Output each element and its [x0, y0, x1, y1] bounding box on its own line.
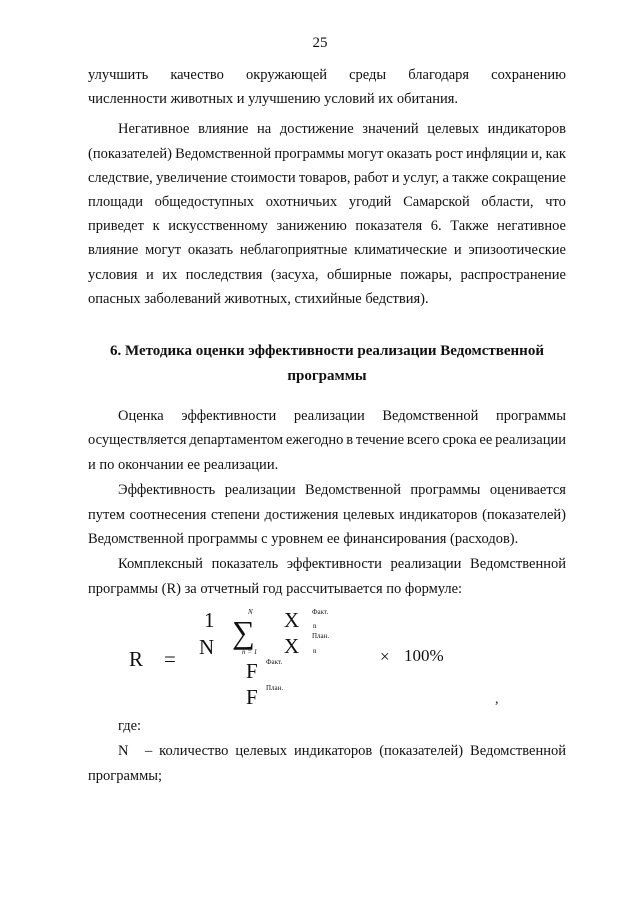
word: в — [346, 432, 354, 448]
word: индикаторов — [487, 121, 566, 137]
paragraph2-line6 — [88, 241, 566, 259]
word: и, — [531, 146, 543, 162]
summation-sign: ∑ — [232, 614, 255, 650]
word: к — [152, 218, 160, 234]
word: их — [162, 267, 178, 283]
word: климатические — [354, 242, 448, 258]
word: (засуха, — [270, 267, 319, 283]
word: Самарской — [403, 194, 470, 210]
word: течение — [355, 432, 405, 448]
word: – — [145, 743, 153, 759]
word: индикаторов — [399, 507, 478, 523]
word: Ведомственной — [470, 743, 566, 759]
paragraph2-line5 — [88, 217, 566, 235]
word: срока — [442, 432, 477, 448]
f-plan: F — [246, 685, 258, 709]
paragraph3-line1 — [118, 407, 566, 425]
word: (показателей) — [379, 743, 464, 759]
word: и — [145, 267, 154, 283]
word: степени — [210, 507, 260, 523]
formula-times: × — [380, 647, 390, 666]
paragraph1-line1 — [88, 66, 566, 84]
word: показатель — [211, 556, 279, 572]
n-definition-line1 — [145, 742, 566, 760]
word: индикаторов — [293, 743, 373, 759]
word: количество — [159, 743, 229, 759]
word: сохранению — [491, 67, 566, 83]
word: Комплексный — [118, 556, 203, 572]
word: достижения — [264, 507, 339, 523]
word: рост — [435, 146, 463, 162]
f-plan-superscript: План. — [266, 684, 284, 692]
x-plan-superscript: План. — [312, 632, 330, 640]
paragraph2-line4 — [88, 193, 566, 211]
word: ее — [479, 432, 493, 448]
word: эффективности — [181, 408, 277, 424]
formula-lhs: R — [129, 647, 144, 671]
word: соотнесения — [129, 507, 207, 523]
x-fact: X — [284, 608, 300, 632]
word: 6. — [430, 218, 442, 234]
word: общедоступных — [154, 194, 255, 210]
word: целевых — [342, 507, 395, 523]
word: влияние — [88, 242, 139, 258]
word: среды — [349, 67, 387, 83]
word: работ — [353, 170, 389, 186]
paragraph2-line8: опасных заболеваний животных, стихийные бедствия). — [88, 291, 429, 307]
word: (показателей) — [482, 507, 566, 523]
word: как — [545, 146, 566, 162]
paragraph3-line3: и по окончании ее реализации. — [88, 457, 279, 473]
paragraph2-line2 — [88, 145, 566, 163]
x-plan: X — [284, 634, 300, 658]
word: могут — [347, 146, 384, 162]
n-symbol: N — [118, 743, 129, 759]
paragraph5-line2: программы (R) за отчетный год рассчитывается по формуле: — [88, 581, 463, 597]
word: занижению — [276, 218, 347, 234]
n-definition-line2: программы; — [88, 768, 163, 784]
where-label: где: — [118, 718, 142, 734]
word: программы — [274, 146, 345, 162]
f-fact: F — [246, 659, 258, 683]
paragraph2-line1 — [118, 120, 566, 138]
word: осуществляется — [88, 432, 187, 448]
word: Негативное — [118, 121, 190, 137]
word: пожары, — [400, 267, 452, 283]
word: обширные — [326, 267, 392, 283]
word: качество — [170, 67, 224, 83]
word: и — [391, 170, 400, 186]
word: негативное — [497, 218, 566, 234]
sum-lower-limit: n = 1 — [242, 648, 258, 656]
formula-one: 1 — [204, 608, 215, 632]
word: приведет — [88, 218, 144, 234]
word: оказать — [386, 146, 432, 162]
word: показателя — [355, 218, 423, 234]
word: сокращение — [491, 170, 566, 186]
x-fact-superscript: Факт. — [312, 608, 329, 616]
word: значений — [362, 121, 419, 137]
word: эпизоотические — [468, 242, 566, 258]
paragraph5-line1 — [118, 555, 566, 573]
word: стоимости — [230, 170, 296, 186]
word: реализации — [293, 408, 365, 424]
word: и — [453, 242, 462, 258]
word: целевых — [427, 121, 479, 137]
paragraph4-line3: Ведомственной программы с уровнем ее финансирования (расходов). — [88, 531, 519, 547]
section-heading-line2: программы — [287, 368, 367, 384]
word: товаров, — [299, 170, 351, 186]
x-plan-subscript: n — [313, 647, 317, 655]
formula-percent: 100% — [404, 646, 444, 665]
paragraph2-line3 — [88, 169, 566, 187]
word: увеличение — [156, 170, 228, 186]
sum-upper-limit: N — [248, 608, 253, 616]
word: могут — [145, 242, 182, 258]
word: площади — [88, 194, 143, 210]
f-fact-superscript: Факт. — [266, 658, 283, 666]
word: а — [442, 170, 449, 186]
word: на — [257, 121, 272, 137]
word: оценивается — [489, 482, 566, 498]
x-fact-subscript: n — [313, 622, 317, 630]
word: Также — [450, 218, 489, 234]
paragraph4-line1 — [118, 481, 566, 499]
formula-equals: = — [164, 647, 176, 671]
word: эффективности — [286, 556, 382, 572]
word: следствие, — [88, 170, 153, 186]
word: всего — [406, 432, 440, 448]
word: реализации — [495, 432, 566, 448]
word: угодий — [348, 194, 392, 210]
word: улучшить — [88, 67, 149, 83]
word: также — [452, 170, 489, 186]
word: Оценка — [118, 408, 164, 424]
page-number: 25 — [312, 35, 328, 51]
formula-N: N — [199, 635, 215, 659]
word: окружающей — [245, 67, 328, 83]
word: программы — [495, 408, 566, 424]
formula-comma: , — [495, 692, 499, 707]
word: распространение — [460, 267, 566, 283]
word: неблагоприятные — [239, 242, 348, 258]
paragraph4-line2 — [88, 506, 566, 524]
word: услуг, — [402, 170, 440, 186]
paragraph1-line2: численности животных и улучшению условий их обитания. — [88, 91, 459, 107]
word: Ведомственной — [382, 408, 479, 424]
word: реализации — [390, 556, 462, 572]
word: Ведомственной — [175, 146, 272, 162]
word: условия — [88, 267, 138, 283]
word: Ведомственной — [470, 556, 566, 572]
word: инфляции — [466, 146, 528, 162]
word: области, — [481, 194, 534, 210]
word: (показателей) — [88, 146, 172, 162]
paragraph3-line2 — [88, 431, 566, 449]
paragraph2-line7 — [88, 266, 566, 284]
word: департаментом — [189, 432, 283, 448]
word: достижение — [279, 121, 354, 137]
word: Ведомственной — [305, 482, 401, 498]
word: благодаря — [408, 67, 470, 83]
word: программы — [410, 482, 481, 498]
word: путем — [88, 507, 125, 523]
word: Эффективность — [118, 482, 216, 498]
section-heading-line1: 6. Методика оценки эффективности реализации Ведомственной — [110, 343, 544, 359]
word: реализации — [224, 482, 296, 498]
word: охотничьих — [265, 194, 338, 210]
word: последствия — [185, 267, 263, 283]
word: оказать — [187, 242, 234, 258]
word: целевых — [235, 743, 288, 759]
word: искусственному — [168, 218, 268, 234]
word: что — [545, 194, 566, 210]
word: ежегодно — [285, 432, 344, 448]
word: влияние — [198, 121, 249, 137]
